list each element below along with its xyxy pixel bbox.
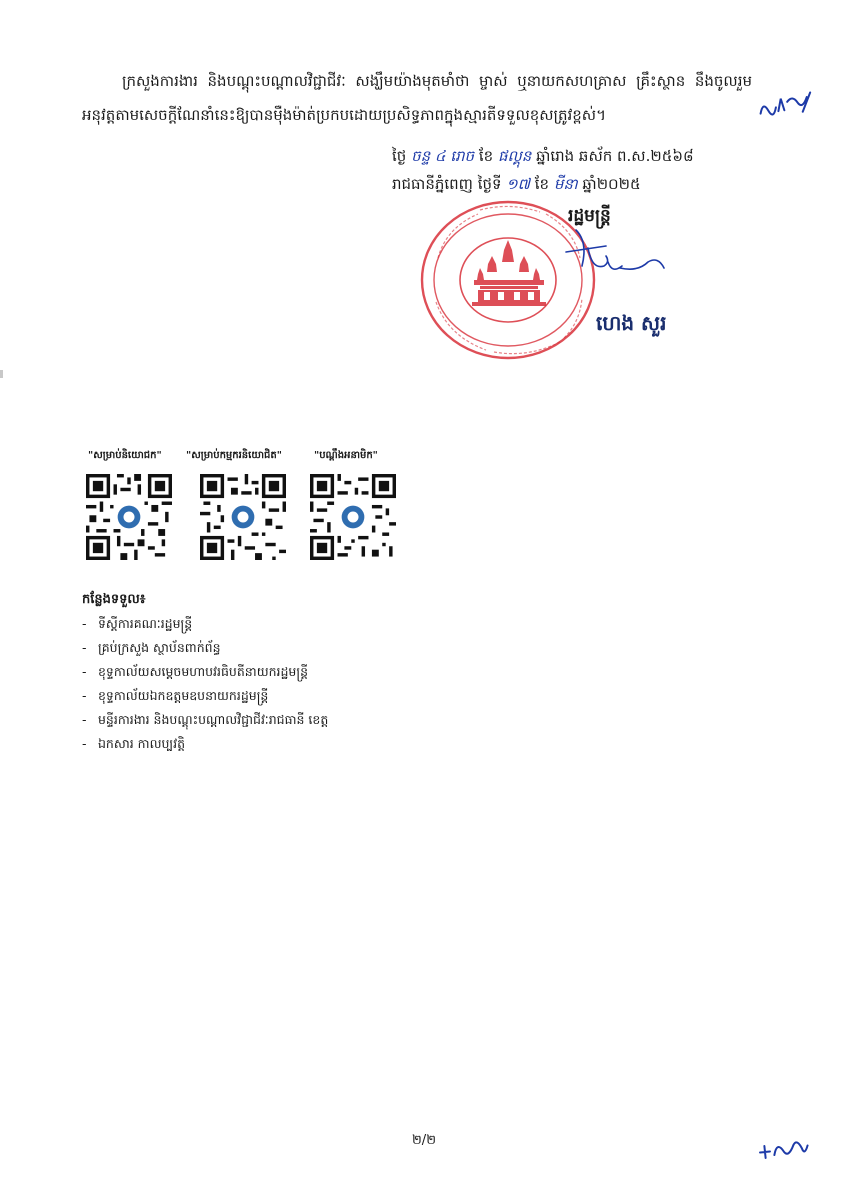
- lunar-year: ឆ្នាំរោង ឆស័ក ព.ស.២៥៦៨: [536, 147, 694, 165]
- closing-paragraph: [82, 64, 752, 132]
- signatory-name: ហេង សួរ: [596, 311, 667, 335]
- qr-caption-employer: "សម្រាប់និយោជក": [88, 450, 162, 461]
- qr-code-employer[interactable]: [86, 474, 172, 560]
- list-item-text: មន្ទីរការងារ និងបណ្តុះបណ្តាលវិជ្ជាជីវៈរាជធានី ខេត្ត: [98, 712, 329, 727]
- closing-paragraph-text: ក្រសួងការងារ និងបណ្តុះបណ្តាលវិជ្ជាជីវៈ សង្ឃឹមយ៉ាងមុតមាំថា ម្ចាស់ ឬនាយកសហគ្រាស គ្រឹះស្ថាន នឹងចូលរួមអនុវត្តតាមសេចក្តីណែនាំនេះឱ្យបានម៉ឺងម៉ាត់ប្រកបដោយប្រសិទ្ធភាពក្នុងស្មារតីទទួលខុសត្រូវខ្ពស់។: [82, 72, 752, 124]
- list-item-text: ទីស្តីការគណៈរដ្ឋមន្ត្រី: [98, 616, 193, 631]
- list-bullet: -: [82, 664, 87, 679]
- handwritten-signature: [548, 222, 678, 294]
- solar-month-prefix: ខែ: [534, 175, 550, 193]
- qr-caption-employee: "សម្រាប់កម្មករនិយោជិត": [186, 450, 282, 461]
- list-item: [82, 708, 482, 732]
- recipients-list: [82, 588, 482, 756]
- solar-place-day-prefix: រាជធានីភ្នំពេញ ថ្ងៃទី: [392, 175, 502, 193]
- qr-caption-anonymous-complaint: "បណ្តឹងអនាមិក": [314, 450, 378, 461]
- list-item: [82, 732, 482, 756]
- solar-day-handwritten: ១៧: [506, 175, 530, 193]
- handwritten-initial-top: [756, 88, 816, 126]
- lunar-day-handwritten: ចន្ទ ៤ រោច: [411, 147, 475, 165]
- lunar-month-prefix: ខែ: [478, 147, 494, 165]
- qr-captions: [82, 448, 402, 468]
- list-bullet: -: [82, 640, 87, 655]
- qr-code-employee[interactable]: [200, 474, 286, 560]
- lunar-date-line: [392, 142, 792, 170]
- qr-code-anonymous-complaint[interactable]: [310, 474, 396, 560]
- list-item: [82, 636, 482, 660]
- solar-date-line: [392, 170, 792, 198]
- list-bullet: -: [82, 712, 87, 727]
- list-item: [82, 684, 482, 708]
- signatory-title: រដ្ឋមន្ត្រី: [568, 206, 611, 226]
- lunar-month-handwritten: ផល្គុន: [497, 147, 532, 165]
- list-item-text: គ្រប់ក្រសួង ស្ថាប័នពាក់ព័ន្ធ: [98, 640, 221, 655]
- list-item: [82, 660, 482, 684]
- scan-edge-mark: [0, 370, 3, 378]
- solar-year: ឆ្នាំ២០២៥: [582, 175, 641, 193]
- lunar-day-prefix: ថ្ងៃ: [392, 147, 407, 165]
- list-bullet: -: [82, 616, 87, 631]
- list-item-text: ខុទ្ទកាល័យឯកឧត្តមឧបនាយករដ្ឋមន្ត្រី: [98, 688, 269, 703]
- list-item-text: ខុទ្ទកាល័យសម្តេចមហាបវរធិបតីនាយករដ្ឋមន្ត្រី: [98, 664, 309, 679]
- page-number: ២/២: [411, 1133, 437, 1148]
- solar-month-handwritten: មីនា: [553, 175, 578, 193]
- recipients-heading: កន្លែងទទួល៖: [82, 592, 146, 607]
- list-bullet: -: [82, 688, 87, 703]
- list-item: [82, 612, 482, 636]
- date-block: [392, 142, 792, 198]
- list-bullet: -: [82, 736, 87, 751]
- list-item-text: ឯកសារ កាលប្បវត្តិ: [98, 736, 186, 751]
- handwritten-initial-bottom: [757, 1133, 812, 1168]
